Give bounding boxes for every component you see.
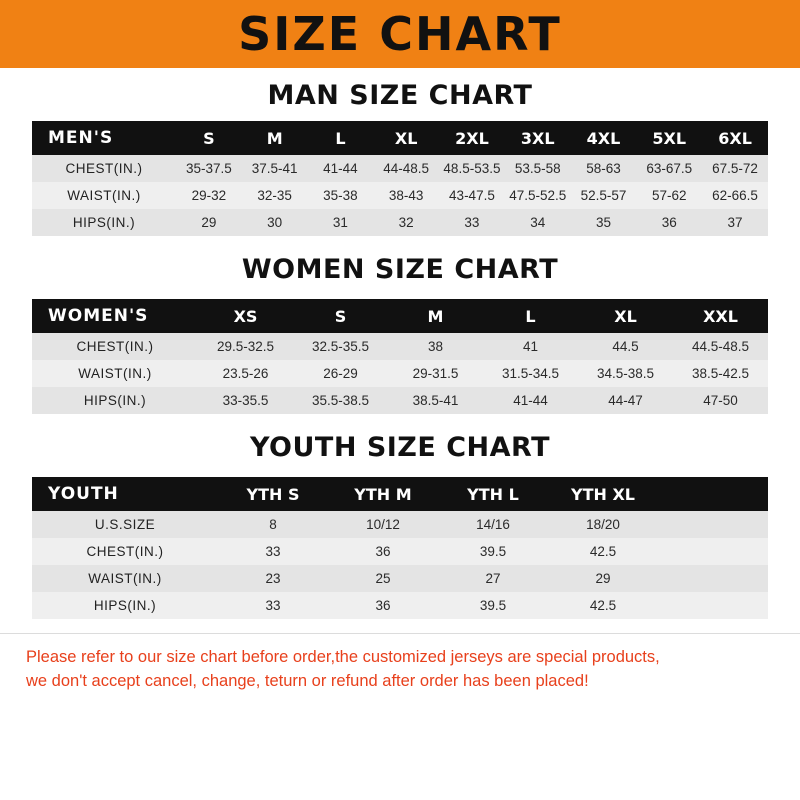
row-label-chest: CHEST(IN.)	[32, 155, 176, 182]
men-size-table	[32, 121, 768, 236]
row-label-waist: WAIST(IN.)	[32, 182, 176, 209]
header-cell-l: L	[483, 299, 578, 333]
cell: 53.5-58	[505, 155, 571, 182]
cell: 39.5	[438, 592, 548, 619]
table-header-row	[32, 121, 768, 155]
cell: 31.5-34.5	[483, 360, 578, 387]
youth-section	[0, 432, 800, 619]
cell: 29	[548, 565, 658, 592]
cell: 44-48.5	[373, 155, 439, 182]
cell: 10/12	[328, 511, 438, 538]
table-row	[32, 511, 768, 538]
cell: 32	[373, 209, 439, 236]
cell: 32-35	[242, 182, 308, 209]
header-cell-2xl: 2XL	[439, 121, 505, 155]
header-cell-6xl: 6XL	[702, 121, 768, 155]
cell: 33	[439, 209, 505, 236]
cell: 33-35.5	[198, 387, 293, 414]
cell: 23.5-26	[198, 360, 293, 387]
header-cell-5xl: 5XL	[636, 121, 702, 155]
header-cell-yth-l: YTH L	[438, 477, 548, 511]
page-banner	[0, 0, 800, 68]
cell: 18/20	[548, 511, 658, 538]
row-label-hips: HIPS(IN.)	[32, 209, 176, 236]
table-header-row	[32, 477, 768, 511]
header-cell-yth-xl: YTH XL	[548, 477, 658, 511]
cell: 63-67.5	[636, 155, 702, 182]
row-label-hips: HIPS(IN.)	[32, 387, 198, 414]
cell: 44-47	[578, 387, 673, 414]
table-row	[32, 592, 768, 619]
cell: 29-31.5	[388, 360, 483, 387]
cell: 38.5-42.5	[673, 360, 768, 387]
header-cell-3xl: 3XL	[505, 121, 571, 155]
row-label-waist: WAIST(IN.)	[32, 565, 218, 592]
cell: 41	[483, 333, 578, 360]
youth-size-table	[32, 477, 768, 619]
table-row	[32, 182, 768, 209]
cell: 58-63	[571, 155, 637, 182]
cell: 32.5-35.5	[293, 333, 388, 360]
row-label-waist: WAIST(IN.)	[32, 360, 198, 387]
women-section-title: WOMEN SIZE CHART	[241, 254, 559, 285]
cell: 23	[218, 565, 328, 592]
cell: 34	[505, 209, 571, 236]
table-row	[32, 538, 768, 565]
table-row	[32, 155, 768, 182]
cell: 57-62	[636, 182, 702, 209]
cell-empty	[658, 538, 768, 565]
table-row	[32, 565, 768, 592]
women-section	[0, 254, 800, 414]
cell: 38	[388, 333, 483, 360]
cell: 35-37.5	[176, 155, 242, 182]
footer-note-line-2: we don't accept cancel, change, teturn or refund after order has been placed!	[26, 671, 589, 690]
cell: 47-50	[673, 387, 768, 414]
header-cell-s: S	[293, 299, 388, 333]
table-row	[32, 387, 768, 414]
cell: 33	[218, 592, 328, 619]
table-header-row	[32, 299, 768, 333]
cell: 41-44	[483, 387, 578, 414]
cell: 44.5-48.5	[673, 333, 768, 360]
table-row	[32, 333, 768, 360]
cell: 29-32	[176, 182, 242, 209]
cell: 30	[242, 209, 308, 236]
cell: 35	[571, 209, 637, 236]
cell: 37.5-41	[242, 155, 308, 182]
row-label-hips: HIPS(IN.)	[32, 592, 218, 619]
cell: 39.5	[438, 538, 548, 565]
table-row	[32, 360, 768, 387]
cell: 36	[328, 538, 438, 565]
header-cell-yth-m: YTH M	[328, 477, 438, 511]
cell: 37	[702, 209, 768, 236]
header-cell-xl: XL	[578, 299, 673, 333]
header-cell-spacer	[658, 477, 768, 511]
cell-empty	[658, 592, 768, 619]
header-cell-xxl: XXL	[673, 299, 768, 333]
cell: 41-44	[308, 155, 374, 182]
cell: 29	[176, 209, 242, 236]
row-label-us-size: U.S.SIZE	[32, 511, 218, 538]
cell: 48.5-53.5	[439, 155, 505, 182]
header-cell-l: L	[308, 121, 374, 155]
cell: 31	[308, 209, 374, 236]
cell: 36	[328, 592, 438, 619]
cell: 35.5-38.5	[293, 387, 388, 414]
header-cell-4xl: 4XL	[571, 121, 637, 155]
cell: 43-47.5	[439, 182, 505, 209]
cell: 27	[438, 565, 548, 592]
cell: 35-38	[308, 182, 374, 209]
cell: 42.5	[548, 538, 658, 565]
cell: 33	[218, 538, 328, 565]
header-cell-yth-s: YTH S	[218, 477, 328, 511]
header-cell-label: WOMEN'S	[32, 299, 198, 333]
cell: 62-66.5	[702, 182, 768, 209]
footer-note-line-1: Please refer to our size chart before order,the customized jerseys are special products,	[26, 648, 660, 666]
cell: 38.5-41	[388, 387, 483, 414]
row-label-chest: CHEST(IN.)	[32, 333, 198, 360]
row-label-chest: CHEST(IN.)	[32, 538, 218, 565]
cell: 38-43	[373, 182, 439, 209]
women-size-table	[32, 299, 768, 414]
men-section	[0, 80, 800, 236]
cell-empty	[658, 565, 768, 592]
cell: 34.5-38.5	[578, 360, 673, 387]
cell: 42.5	[548, 592, 658, 619]
header-cell-label: MEN'S	[32, 121, 176, 155]
men-section-title: MAN SIZE CHART	[267, 80, 533, 111]
header-cell-s: S	[176, 121, 242, 155]
header-cell-xs: XS	[198, 299, 293, 333]
cell: 47.5-52.5	[505, 182, 571, 209]
cell: 44.5	[578, 333, 673, 360]
header-cell-label: YOUTH	[32, 477, 218, 511]
header-cell-xl: XL	[373, 121, 439, 155]
header-cell-m: M	[242, 121, 308, 155]
cell: 36	[636, 209, 702, 236]
cell: 25	[328, 565, 438, 592]
youth-section-title: YOUTH SIZE CHART	[249, 432, 551, 463]
cell-empty	[658, 511, 768, 538]
footer-note	[0, 633, 800, 694]
cell: 26-29	[293, 360, 388, 387]
page-title: SIZE CHART	[238, 7, 562, 61]
table-row	[32, 209, 768, 236]
cell: 29.5-32.5	[198, 333, 293, 360]
header-cell-m: M	[388, 299, 483, 333]
cell: 14/16	[438, 511, 548, 538]
cell: 8	[218, 511, 328, 538]
cell: 67.5-72	[702, 155, 768, 182]
cell: 52.5-57	[571, 182, 637, 209]
